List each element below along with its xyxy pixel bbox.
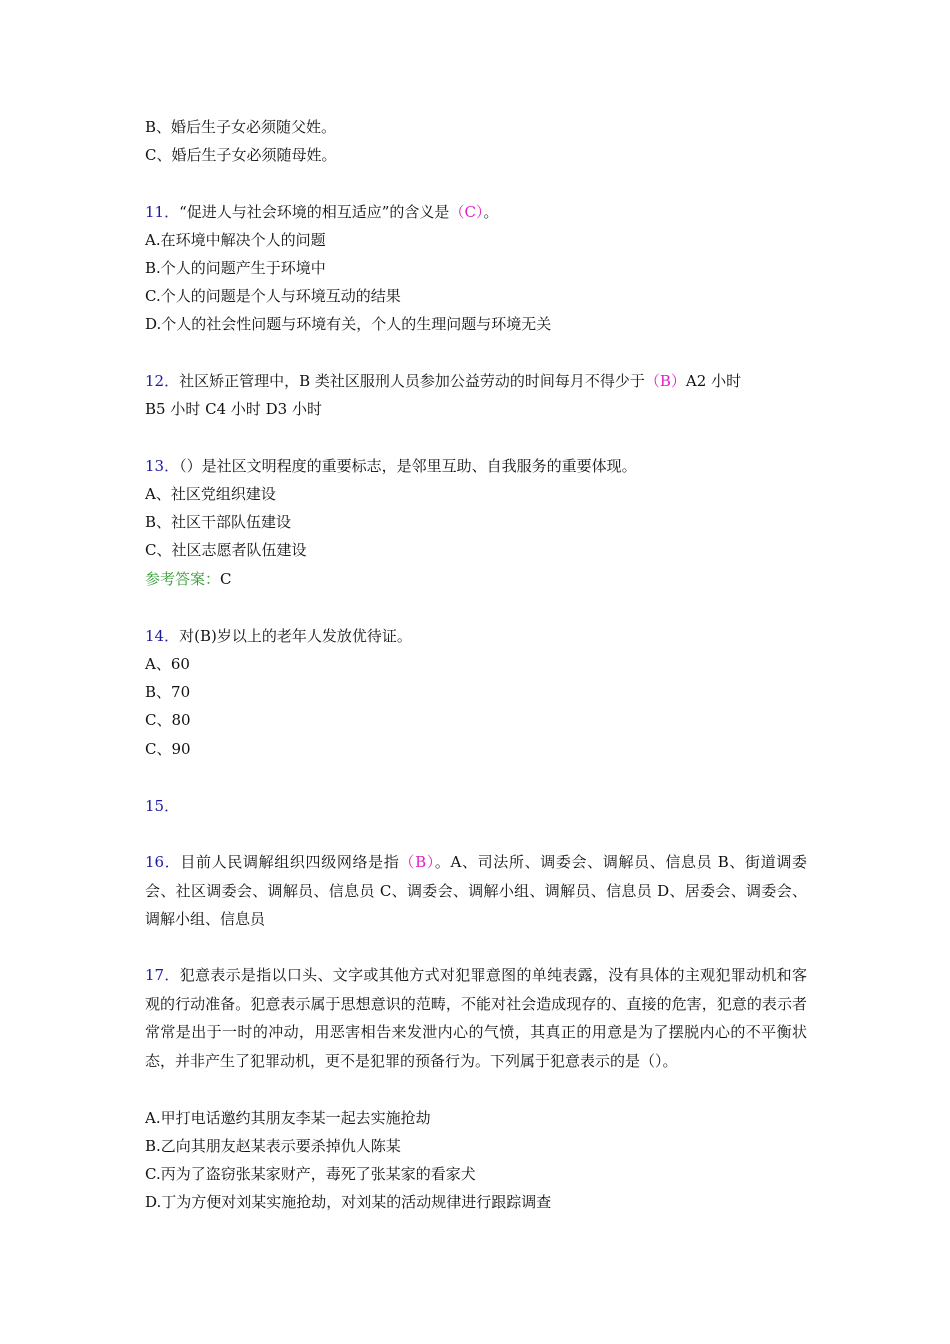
option-line: B.个人的问题产生于环境中 (145, 259, 326, 277)
question-number: 13． (145, 457, 180, 475)
question-text: “促进人与社会环境的相互适应”的含义是 (179, 203, 450, 221)
option-line: A.甲打电话邀约其朋友李某一起去实施抢劫 (145, 1109, 431, 1127)
option-line: D.个人的社会性问题与环境有关，个人的生理问题与环境无关 (145, 315, 552, 333)
reference-answer-value: C (220, 570, 232, 588)
question-number: 11． (145, 203, 180, 221)
question-number: 15． (145, 797, 180, 815)
question-text-end: 。 (483, 203, 499, 221)
question-16 (145, 848, 807, 934)
option-line: D.丁为方便对刘某实施抢劫，对刘某的活动规律进行跟踪调查 (145, 1193, 552, 1211)
question-text: 社区矫正管理中，B 类社区服刑人员参加公益劳动的时间每月不得少于 (179, 372, 645, 390)
option-line: A、60 (145, 655, 190, 673)
question-text-end: 。A、司法所、调委会、调解员、信息员 B、街道调委会、社区调委会、调解员、信息员 C、调委会、调解小组、调解员、信息员 D、居委会、调委会、调解小组、信息员 (145, 853, 807, 928)
option-line: C、婚后生子女必须随母姓。 (145, 146, 337, 164)
answer-marker: （B） (644, 372, 686, 390)
answer-marker: （B） (399, 853, 435, 871)
question-17 (145, 961, 807, 1075)
option-line: C、90 (145, 740, 191, 758)
option-line: B、婚后生子女必须随父姓。 (145, 118, 337, 136)
question-number: 12． (145, 372, 180, 390)
question-11 (145, 202, 498, 222)
option-line: C、80 (145, 711, 191, 729)
option-line: B、社区干部队伍建设 (145, 513, 292, 531)
question-number: 16． (145, 853, 181, 871)
question-12 (145, 371, 807, 391)
option-line: C.丙为了盗窃张某家财产，毒死了张某家的看家犬 (145, 1165, 476, 1183)
question-text: 对(B)岁以上的老年人发放优待证。 (179, 627, 412, 645)
reference-answer (145, 569, 232, 589)
question-14 (145, 626, 412, 646)
option-line: B.乙向其朋友赵某表示要杀掉仇人陈某 (145, 1137, 401, 1155)
option-line: A.在环境中解决个人的问题 (145, 231, 326, 249)
question-number: 14． (145, 627, 180, 645)
option-line: A、社区党组织建设 (145, 485, 276, 503)
question-number: 17． (145, 966, 180, 984)
answer-marker: （C） (449, 203, 484, 221)
question-15 (145, 796, 179, 816)
question-text: （）是社区文明程度的重要标志，是邻里互助、自我服务的重要体现。 (179, 457, 637, 475)
question-text: 犯意表示是指以口头、文字或其他方式对犯罪意图的单纯表露，没有具体的主观犯罪动机和客观的行动准备。犯意表示属于思想意识的范畴，不能对社会造成现存的、直接的危害，犯意的表示者常常是出于一时的冲动，用恶害相告来发泄内心的气愤，其真正的用意是为了摆脱内心的不平衡状态，并非产生了犯罪动机，更不是犯罪的预备行为。下列属于犯意表示的是（）。 (145, 966, 807, 1070)
question-text: 目前人民调解组织四级网络是指 (180, 853, 400, 871)
option-line: C、社区志愿者队伍建设 (145, 541, 307, 559)
option-line: B、70 (145, 683, 191, 701)
option-line: C.个人的问题是个人与环境互动的结果 (145, 287, 401, 305)
question-text-end: A2 小时 (685, 372, 742, 390)
question-12-continued: B5 小时 C4 小时 D3 小时 (145, 400, 322, 418)
question-13 (145, 456, 637, 476)
reference-answer-label: 参考答案： (145, 570, 221, 588)
